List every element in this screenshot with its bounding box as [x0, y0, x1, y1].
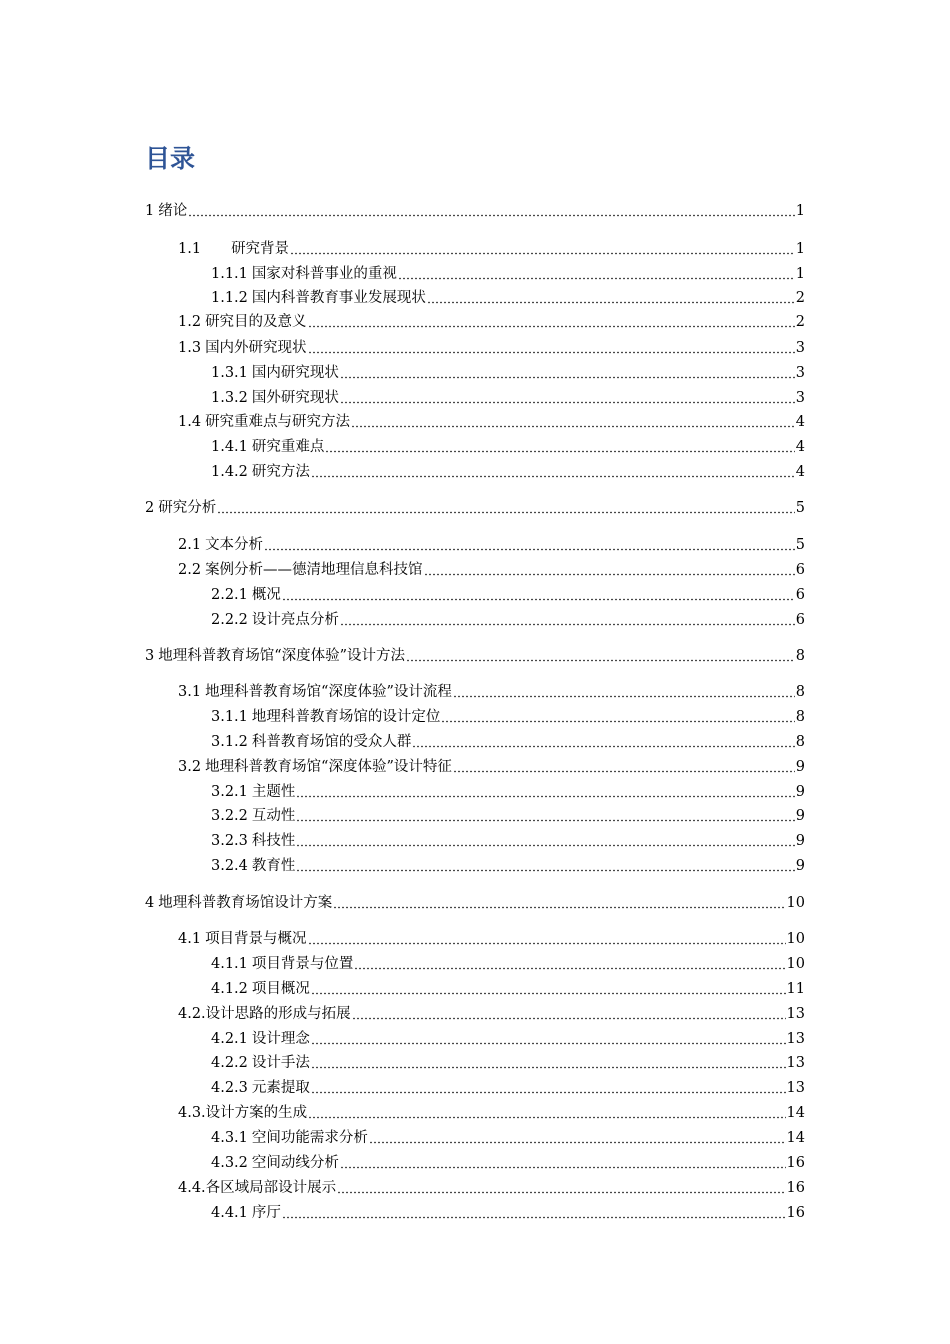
toc-entry-1-2[interactable]: [178, 312, 805, 332]
toc-entry-label: 科普教育场馆的受众人群: [251, 734, 412, 750]
toc-entry-4-4[interactable]: [178, 1178, 805, 1198]
dot-leader: [351, 414, 795, 428]
toc-entry-page: 9: [795, 833, 805, 849]
toc-entry-page: 10: [786, 956, 805, 972]
toc-entry-page: 6: [795, 612, 805, 628]
toc-entry-number: 4.2.1: [211, 1031, 248, 1047]
toc-entry-number: 4.2.3: [211, 1080, 248, 1096]
dot-leader: [412, 734, 794, 748]
toc-entry-label: 空间动线分析: [251, 1155, 339, 1171]
toc-entry-label: 设计亮点分析: [251, 612, 339, 628]
toc-entry-page: 9: [795, 858, 805, 874]
toc-entry-page: 3: [795, 340, 805, 356]
toc-entry-number: 4.1.2: [211, 981, 248, 997]
dot-leader: [352, 1006, 786, 1020]
toc-entry-3-2[interactable]: [178, 757, 805, 777]
toc-entry-1-3-1[interactable]: [211, 363, 805, 383]
toc-entry-number: 1.3: [178, 340, 202, 356]
toc-entry-page: 14: [786, 1105, 805, 1121]
toc-entry-page: 4: [795, 464, 805, 480]
toc-entry-number: 3.1.1: [211, 709, 248, 725]
toc-entry-number: 3.2.2: [211, 808, 248, 824]
toc-entry-number: 1.1: [178, 241, 202, 257]
toc-entry-number: 1.1.2: [211, 290, 248, 306]
toc-entry-page: 1: [795, 241, 805, 257]
toc-entry-3-2-1[interactable]: [211, 782, 805, 802]
toc-entry-page: 9: [795, 759, 805, 775]
toc-entry-1-3-2[interactable]: [211, 388, 805, 408]
toc-entry-2-2[interactable]: [178, 560, 805, 580]
dot-leader: [398, 266, 795, 280]
dot-leader: [453, 684, 795, 698]
toc-entry-page: 16: [786, 1205, 805, 1221]
toc-entry-page: 13: [786, 1055, 805, 1071]
toc-entry-label: 研究背景: [231, 241, 290, 257]
dot-leader: [296, 833, 794, 847]
toc-entry-page: 16: [786, 1155, 805, 1171]
dot-leader: [311, 1055, 786, 1069]
dot-leader: [369, 1130, 786, 1144]
toc-entry-number: 4.1: [178, 931, 202, 947]
toc-entry-3-2-3[interactable]: [211, 831, 805, 851]
toc-entry-3-1-1[interactable]: [211, 707, 805, 727]
toc-entry-4-1-2[interactable]: [211, 979, 805, 999]
toc-entry-number: 4.3.2: [211, 1155, 248, 1171]
toc-entry-label: 设计手法: [251, 1055, 310, 1071]
toc-entry-4-4-1[interactable]: [211, 1203, 805, 1223]
dot-leader: [406, 648, 795, 662]
dot-leader: [282, 587, 795, 601]
toc-entry-label: 研究方法: [251, 464, 310, 480]
toc-entry-page: 5: [795, 500, 805, 516]
toc-entry-page: 2: [795, 314, 805, 330]
toc-entry-3-1[interactable]: [178, 682, 805, 702]
toc-entry-2-2-2[interactable]: [211, 610, 805, 630]
toc-entry-page: 10: [786, 895, 805, 911]
dot-leader: [311, 1031, 786, 1045]
dot-leader: [325, 439, 794, 453]
toc-entry-label: 项目背景与位置: [251, 956, 354, 972]
toc-entry-label: 案例分析——德清地理信息科技馆: [205, 562, 423, 578]
dot-leader: [424, 562, 795, 576]
toc-entry-number: 1.1.1: [211, 266, 248, 282]
dot-leader: [354, 956, 785, 970]
dot-leader: [217, 500, 795, 514]
toc-entry-label: 元素提取: [251, 1080, 310, 1096]
toc-entry-label: 科技性: [251, 833, 296, 849]
toc-entry-number: 3.2.4: [211, 858, 248, 874]
dot-leader: [441, 709, 794, 723]
toc-entry-label: 空间功能需求分析: [251, 1130, 368, 1146]
toc-entry-page: 9: [795, 808, 805, 824]
toc-entry-number: 3.1: [178, 684, 202, 700]
toc-entry-number: 1.3.1: [211, 365, 248, 381]
dot-leader: [296, 808, 794, 822]
toc-entry-number: 4.1.1: [211, 956, 248, 972]
toc-entry-label: 地理科普教育场馆“深度体验”设计方法: [158, 648, 406, 664]
toc-entry-page: 14: [786, 1130, 805, 1146]
toc-entry-label: 绪论: [158, 203, 188, 219]
toc-entry-4-3[interactable]: [178, 1103, 805, 1123]
toc-entry-label: 地理科普教育场馆“深度体验”设计流程: [205, 684, 452, 700]
toc-entry-label: 概况: [251, 587, 281, 603]
toc-entry-1-1[interactable]: [178, 239, 805, 259]
toc-entry-3-2-4[interactable]: [211, 856, 805, 876]
toc-entry-4-2-2[interactable]: [211, 1053, 805, 1073]
toc-entry-4-3-2[interactable]: [211, 1153, 805, 1173]
dot-leader: [308, 314, 795, 328]
dot-leader: [290, 241, 795, 255]
dot-leader: [333, 895, 785, 909]
toc-entry-label: 设计方案的生成: [205, 1105, 308, 1121]
toc-entry-label: 国家对科普事业的重视: [251, 266, 397, 282]
dot-leader: [311, 981, 786, 995]
toc-entry-page: 8: [795, 648, 805, 664]
toc-entry-4-1-1[interactable]: [211, 954, 805, 974]
toc-entry-3-1-2[interactable]: [211, 732, 805, 752]
toc-entry-1-4[interactable]: [178, 412, 805, 432]
toc-entry-number: 3.2.3: [211, 833, 248, 849]
dot-leader: [282, 1205, 786, 1219]
toc-entry-2[interactable]: [145, 498, 805, 518]
dot-leader: [188, 203, 795, 217]
page-title: 目录: [145, 144, 196, 173]
toc-entry-page: 8: [795, 684, 805, 700]
toc-entry-label: 地理科普教育场馆的设计定位: [251, 709, 441, 725]
toc-entry-label: 设计思路的形成与拓展: [205, 1006, 351, 1022]
toc-entry-label: 设计理念: [251, 1031, 310, 1047]
toc-entry-number: 4: [145, 895, 155, 911]
dot-leader: [427, 290, 795, 304]
toc-entry-page: 1: [795, 266, 805, 282]
toc-entry-4-1[interactable]: [178, 929, 805, 949]
toc-entry-label: 各区域局部设计展示: [205, 1180, 337, 1196]
toc-entry-number: 4.3.: [178, 1105, 206, 1121]
toc-entry-page: 6: [795, 587, 805, 603]
toc-entry-number: 1.4: [178, 414, 202, 430]
toc-entry-page: 2: [795, 290, 805, 306]
toc-entry-number: 3.2.1: [211, 784, 248, 800]
toc-entry-label: 教育性: [251, 858, 296, 874]
toc-entry-1-3[interactable]: [178, 338, 805, 358]
toc-entry-number: 1.2: [178, 314, 202, 330]
toc-entry-label: 互动性: [251, 808, 296, 824]
toc-entry-page: 5: [795, 537, 805, 553]
toc-entry-number: 2.2.1: [211, 587, 248, 603]
toc-entry-label: 国内外研究现状: [205, 340, 307, 356]
toc-entry-number: 2.2.2: [211, 612, 248, 628]
toc-entry-label: 项目背景与概况: [205, 931, 307, 947]
toc-entry-page: 8: [795, 709, 805, 725]
toc-entry-page: 10: [786, 931, 805, 947]
toc-entry-2-2-1[interactable]: [211, 585, 805, 605]
toc-entry-4-2[interactable]: [178, 1004, 805, 1024]
toc-entry-label: 研究目的及意义: [205, 314, 307, 330]
toc-entry-label: 序厅: [251, 1205, 281, 1221]
toc-entry-number: 1.4.1: [211, 439, 248, 455]
toc-entry-2-1[interactable]: [178, 535, 805, 555]
toc-entry-4-3-1[interactable]: [211, 1128, 805, 1148]
dot-leader: [340, 390, 795, 404]
dot-leader: [311, 464, 795, 478]
toc-entry-number: 4.4.: [178, 1180, 206, 1196]
toc-entry-number: 1: [145, 203, 155, 219]
dot-leader: [308, 340, 795, 354]
toc-entry-number: 2: [145, 500, 155, 516]
toc-entry-page: 16: [786, 1180, 805, 1196]
toc-entry-number: 3: [145, 648, 155, 664]
dot-leader: [308, 1105, 785, 1119]
dot-leader: [340, 612, 795, 626]
toc-entry-page: 13: [786, 1080, 805, 1096]
toc-entry-page: 4: [795, 439, 805, 455]
toc-entry-page: 13: [786, 1006, 805, 1022]
toc-entry-page: 1: [795, 203, 805, 219]
dot-leader: [340, 365, 795, 379]
toc-entry-4-2-3[interactable]: [211, 1078, 805, 1098]
dot-leader: [308, 931, 786, 945]
dot-leader: [453, 759, 795, 773]
toc-entry-page: 9: [795, 784, 805, 800]
toc-entry-label: 研究重难点与研究方法: [205, 414, 351, 430]
toc-entry-number: 4.3.1: [211, 1130, 248, 1146]
toc-entry-1-4-2[interactable]: [211, 462, 805, 482]
toc-entry-page: 6: [795, 562, 805, 578]
toc-entry-label: 地理科普教育场馆设计方案: [158, 895, 333, 911]
toc-entry-1-4-1[interactable]: [211, 437, 805, 457]
dot-leader: [340, 1155, 786, 1169]
toc-entry-number: 3.2: [178, 759, 202, 775]
toc-entry-label: 国内科普教育事业发展现状: [251, 290, 426, 306]
toc-entry-page: 3: [795, 390, 805, 406]
toc-entry-1-1-2[interactable]: [211, 288, 805, 308]
toc-entry-label: 研究分析: [158, 500, 217, 516]
toc-entry-4-2-1[interactable]: [211, 1029, 805, 1049]
toc-entry-label: 地理科普教育场馆“深度体验”设计特征: [205, 759, 452, 775]
toc-entry-number: 2.2: [178, 562, 202, 578]
toc-entry-label: 项目概况: [251, 981, 310, 997]
toc-entry-label: 文本分析: [205, 537, 264, 553]
toc-entry-page: 11: [786, 981, 805, 997]
toc-entry-label: 国外研究现状: [251, 390, 339, 406]
toc-entry-label: 研究重难点: [251, 439, 325, 455]
toc-entry-number: 1.4.2: [211, 464, 248, 480]
toc-entry-label: 主题性: [251, 784, 296, 800]
toc-entry-number: 4.2.2: [211, 1055, 248, 1071]
toc-entry-page: 3: [795, 365, 805, 381]
dot-leader: [311, 1080, 786, 1094]
dot-leader: [296, 858, 794, 872]
dot-leader: [264, 537, 795, 551]
toc-entry-page: 13: [786, 1031, 805, 1047]
toc-entry-number: 3.1.2: [211, 734, 248, 750]
toc-entry-4[interactable]: [145, 893, 805, 913]
toc-entry-1[interactable]: [145, 201, 805, 221]
toc-entry-number: 2.1: [178, 537, 202, 553]
toc-entry-3[interactable]: [145, 646, 805, 666]
toc-entry-page: 4: [795, 414, 805, 430]
toc-entry-3-2-2[interactable]: [211, 806, 805, 826]
dot-leader: [337, 1180, 785, 1194]
toc-entry-label: 国内研究现状: [251, 365, 339, 381]
dot-leader: [296, 784, 794, 798]
toc-entry-1-1-1[interactable]: [211, 264, 805, 284]
toc-entry-number: 1.3.2: [211, 390, 248, 406]
toc-entry-number: 4.2.: [178, 1006, 206, 1022]
toc-entry-number: 4.4.1: [211, 1205, 248, 1221]
toc-entry-page: 8: [795, 734, 805, 750]
